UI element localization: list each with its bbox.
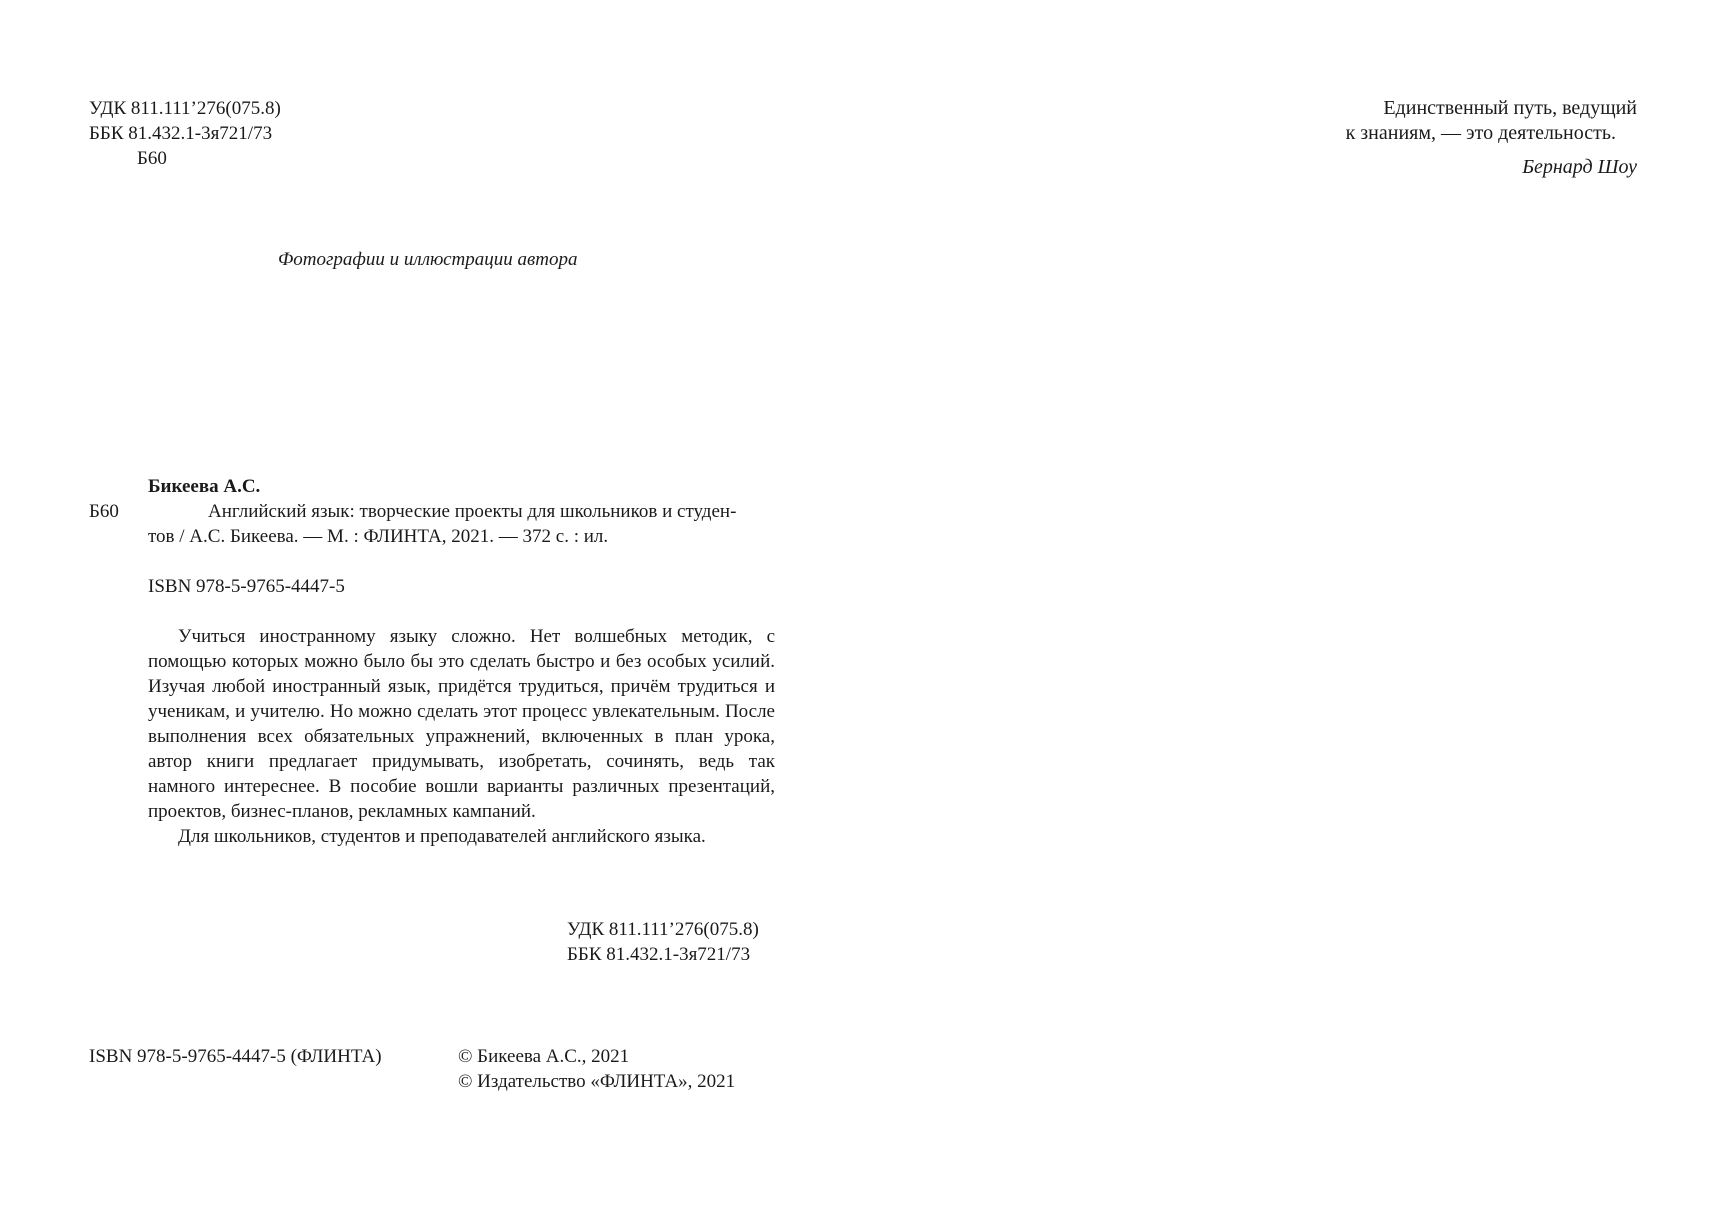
card-isbn: ISBN 978-5-9765-4447-5 — [148, 576, 345, 597]
card-title-row — [89, 499, 775, 524]
epigraph — [1346, 96, 1637, 180]
isbn-publisher: ISBN 978-5-9765-4447-5 (ФЛИНТА) — [89, 1046, 382, 1067]
card-author: Бикеева А.С. — [148, 476, 261, 497]
annotation-text: Учиться иностранному языку сложно. Нет волшебных методик, с помощью которых можно было бы это сделать быстро и без особых усилий. Изучая любой иностранный язык, придётся трудиться, причём трудиться и ученикам, и учителю. Но можно сделать этот процесс увлекательным. После выполнения всех обязательных упражнений, включенных в план урока, автор книги предлагает придумывать, изобретать, сочинять, ведь так намного интереснее. В пособие вошли варианты различных презентаций, проектов, бизнес-планов, рекламных кампаний. — [148, 626, 775, 822]
epigraph-line-1: Единственный путь, ведущий — [1383, 97, 1637, 119]
bibliographic-card — [89, 474, 775, 849]
epigraph-author: Бернард Шоу — [1522, 156, 1637, 178]
classification-block-bottom — [567, 917, 759, 967]
bbk-code-bottom: ББК 81.432.1-3я721/73 — [567, 944, 751, 965]
copyright-author: © Бикеева А.С., 2021 — [458, 1046, 630, 1067]
copyright-block — [458, 1044, 735, 1094]
card-title-line-1: Английский язык: творческие проекты для школьников и студен- — [208, 501, 737, 522]
author-sign: Б60 — [137, 148, 167, 169]
photo-credit: Фотографии и иллюстрации автора — [278, 249, 578, 270]
udk-code-bottom: УДК 811.111’276(075.8) — [567, 919, 759, 940]
udk-code: УДК 811.111’276(075.8) — [89, 98, 281, 119]
epigraph-line-2: к знаниям, — это деятельность. — [1345, 122, 1616, 144]
card-author-sign: Б60 — [89, 501, 119, 522]
annotation-audience: Для школьников, студентов и преподавателей английского языка. — [178, 826, 706, 847]
card-title-line-2: тов / А.С. Бикеева. — М. : ФЛИНТА, 2021. — 372 с. : ил. — [148, 526, 609, 547]
card-annotation — [89, 624, 775, 849]
copyright-publisher: © Издательство «ФЛИНТА», 2021 — [458, 1071, 736, 1092]
classification-block-top — [89, 96, 281, 171]
bbk-code: ББК 81.432.1-3я721/73 — [89, 123, 273, 144]
